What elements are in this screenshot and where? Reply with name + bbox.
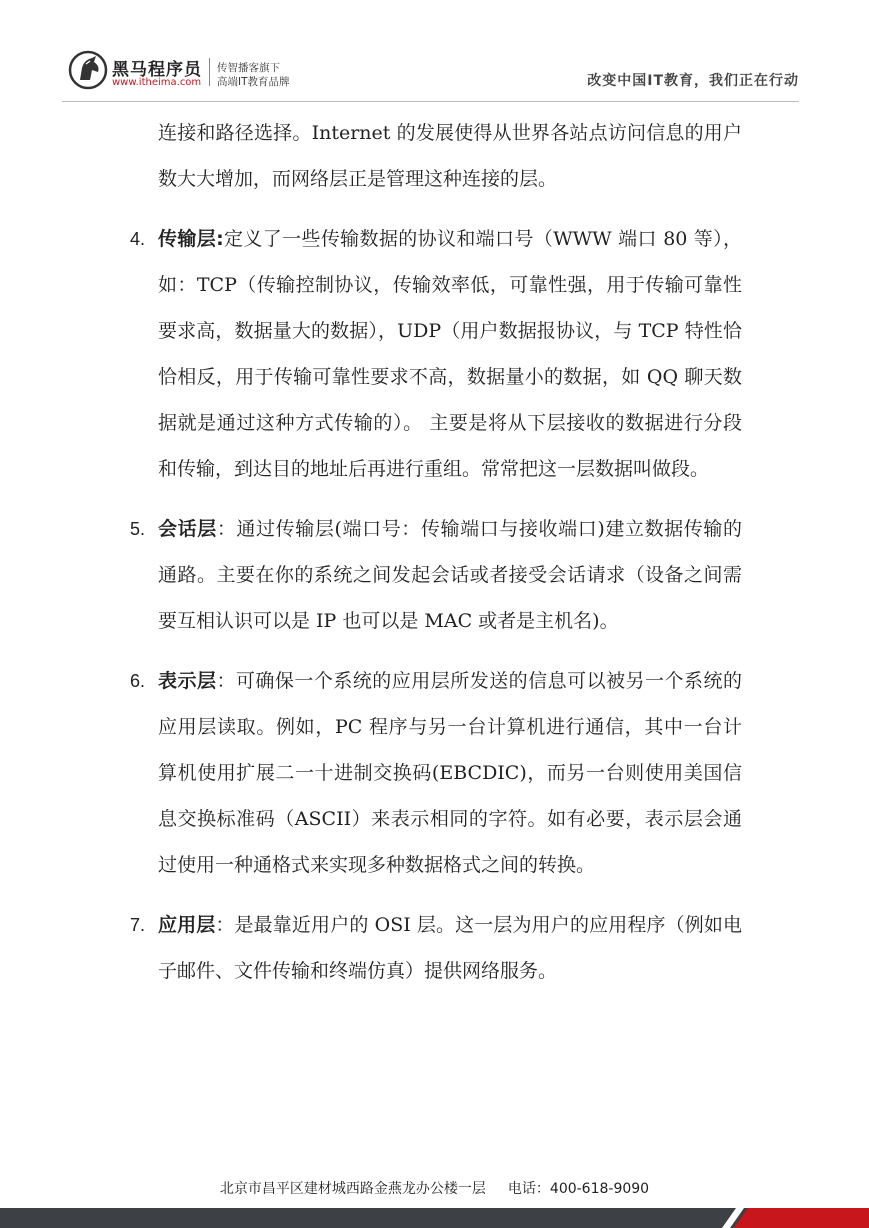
continuation-paragraph: 连接和路径选择。Internet 的发展使得从世界各站点访问信息的用户数大大增加，而网络层正是管理这种连接的层。: [158, 122, 742, 190]
brand-name: 黑马程序员: [112, 60, 202, 80]
footer-phone: 电话：400-618-9090: [507, 1181, 650, 1197]
item-text: ：可确保一个系统的应用层所发送的信息可以被另一个系统的应用层读取。例如，PC 程序与另一台计算机进行通信，其中一台计算机使用扩展二一十进制交换码(EBCDIC)，而另一台则使用美国信息交换标准码（ASCII）来表示相同的字符。如有必要，表示层会通过使用一种通格式来实现多种数据格式之间的转换。: [158, 670, 742, 876]
list-item-transport-layer: [130, 216, 742, 492]
header-slogan: 改变中国IT教育，我们正在行动: [587, 73, 799, 89]
list-item-session-layer: [130, 506, 742, 644]
brand-tagline-1: 传智播客旗下: [217, 62, 280, 74]
footer-address: 北京市昌平区建材城西路金燕龙办公楼一层: [219, 1181, 486, 1197]
brand-url: www.itheima.com: [112, 77, 202, 88]
item-text: 定义了一些传输数据的协议和端口号（WWW 端口 80 等），如：TCP（传输控制协议，传输效率低，可靠性强，用于传输可靠性要求高，数据量大的数据），UDP（用户数据报协议，与 TCP 特性恰恰相反，用于传输可靠性要求不高，数据量小的数据，如 QQ 聊天数据就是通过这种方式传输的）。 主要是将从下层接收的数据进行分段和传输，到达目的地址后再进行重组。常常把这一层数据叫做段。: [158, 228, 742, 480]
brand-tagline-2: 高端IT教育品牌: [217, 76, 290, 88]
page-header: [0, 0, 869, 102]
footer-bar: [0, 1208, 869, 1228]
list-item-application-layer: [130, 902, 742, 994]
item-text: ：是最靠近用户的 OSI 层。这一层为用户的应用程序（例如电子邮件、文件传输和终端仿真）提供网络服务。: [158, 914, 742, 982]
list-number: 6.: [130, 671, 146, 691]
document-body: [130, 110, 742, 994]
term-transport-layer: 传输层:: [158, 228, 224, 250]
horse-head-icon: [68, 50, 108, 90]
list-number: 5.: [130, 519, 146, 539]
page-footer: [0, 1178, 869, 1198]
list-number: 7.: [130, 915, 146, 935]
item-text: ：通过传输层(端口号：传输端口与接收端口)建立数据传输的通路。主要在你的系统之间发起会话或者接受会话请求（设备之间需要互相认识可以是 IP 也可以是 MAC 或者是主机名)。: [158, 518, 742, 632]
term-session-layer: 会话层: [158, 518, 217, 540]
header-divider: [62, 101, 799, 102]
list-number: 4.: [130, 229, 146, 249]
term-application-layer: 应用层: [158, 914, 216, 936]
brand-divider: [209, 58, 210, 86]
term-presentation-layer: 表示层: [158, 670, 217, 692]
list-item-presentation-layer: [130, 658, 742, 888]
